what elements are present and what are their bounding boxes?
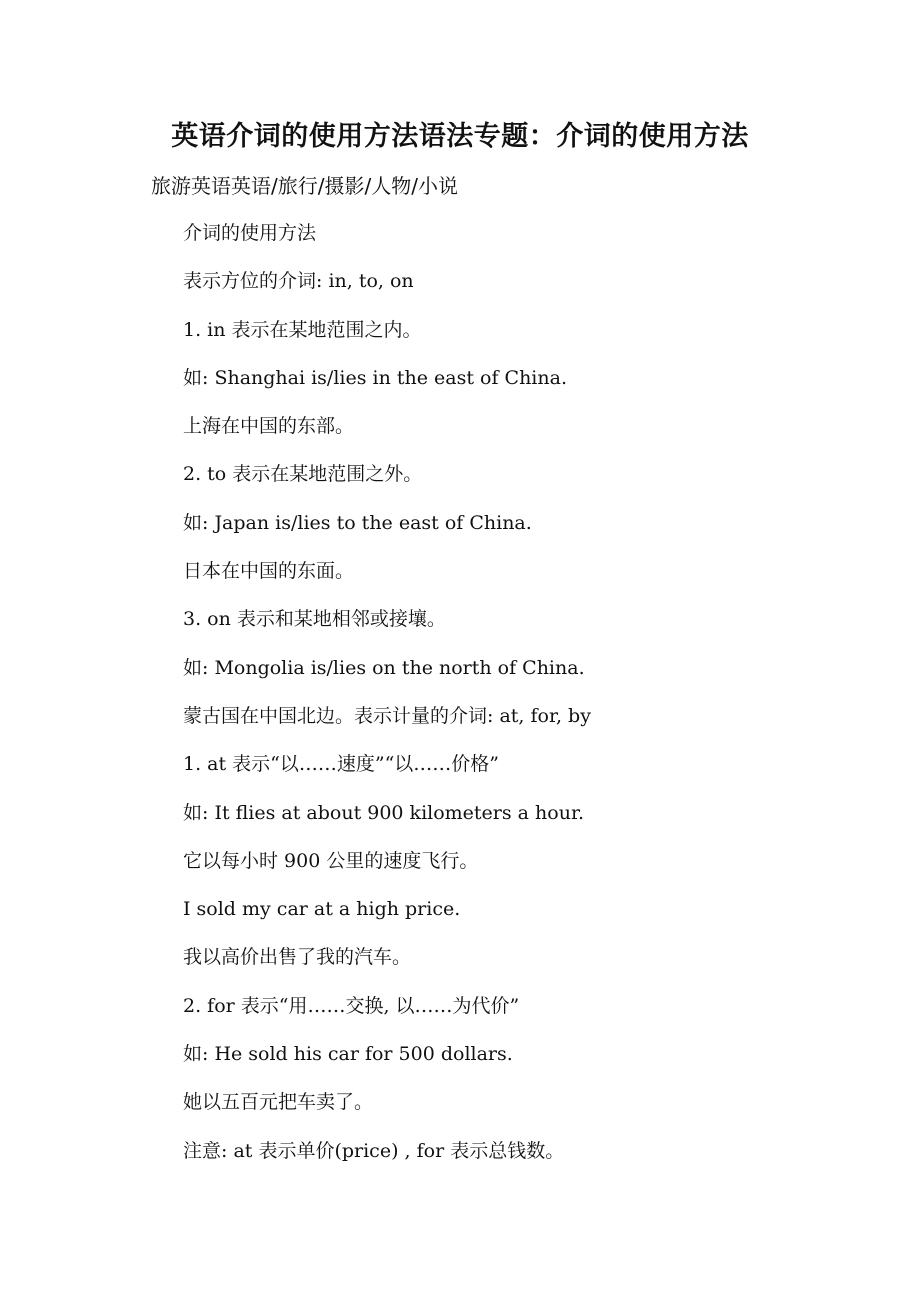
body-line: 如: He sold his car for 500 dollars. [183,1043,513,1066]
body-line: 日本在中国的东面。 [183,560,355,583]
body-line: 1. at 表示“以……速度”“以……价格” [183,753,500,776]
body-line: 如: Japan is/lies to the east of China. [183,511,532,534]
body-line: 1. in 表示在某地范围之内。 [183,318,422,341]
body-line: 介词的使用方法 [183,222,317,244]
document-subtitle: 旅游英语英语/旅行/摄影/人物/小说 [151,174,458,198]
body-line: 注意: at 表示单价(price) , for 表示总钱数。 [183,1139,565,1162]
body-line: 蒙古国在中国北边。表示计量的介词: at, for, by [183,704,591,727]
body-line: I sold my car at a high price. [183,898,461,921]
body-line: 3. on 表示和某地相邻或接壤。 [183,608,446,631]
body-line: 表示方位的介词: in, to, on [183,270,414,293]
document-title: 英语介词的使用方法语法专题：介词的使用方法 [171,121,749,152]
body-line: 如: It flies at about 900 kilometers a hour. [183,801,584,824]
body-line: 我以高价出售了我的汽车。 [183,946,412,969]
body-line: 如: Mongolia is/lies on the north of China. [183,656,585,679]
document-body [183,218,873,1184]
body-line: 2. to 表示在某地范围之外。 [183,463,423,486]
body-line: 如: Shanghai is/lies in the east of China. [183,366,567,389]
body-line: 上海在中国的东部。 [183,415,355,438]
body-line: 她以五百元把车卖了。 [183,1091,374,1114]
body-line: 2. for 表示“用……交换, 以……为代价” [183,994,520,1017]
body-line: 它以每小时 900 公里的速度飞行。 [183,849,479,872]
